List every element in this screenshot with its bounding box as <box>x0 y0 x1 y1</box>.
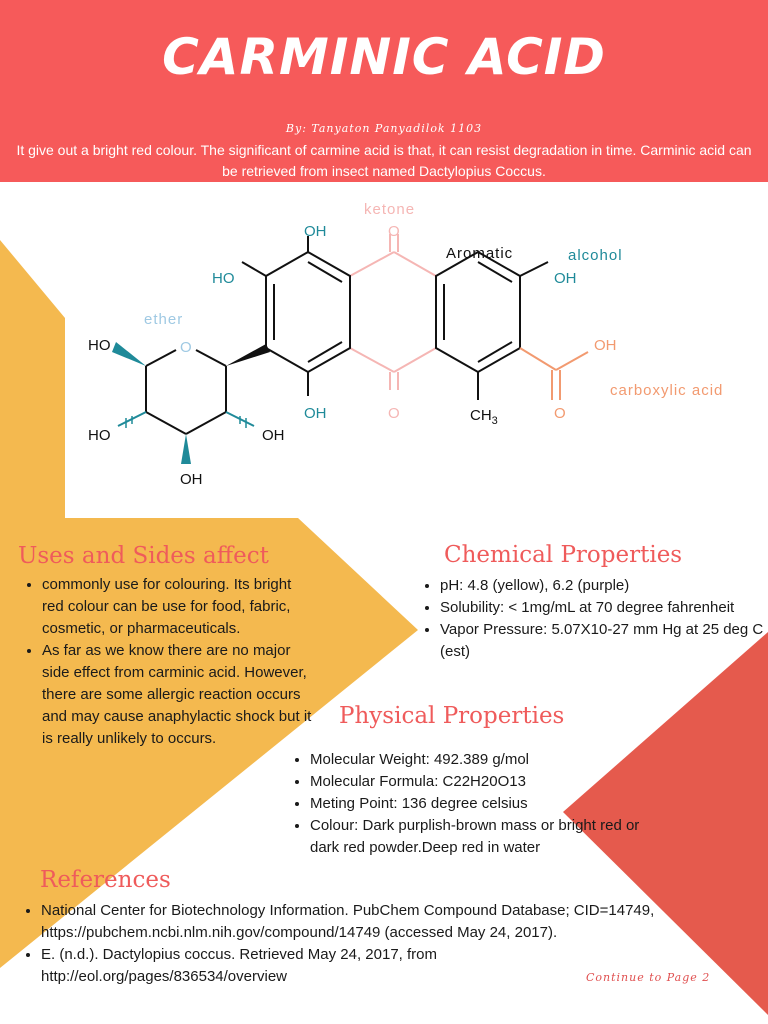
intro-text: It give out a bright red colour. The significant of carmine acid is that, it can resist degradation in time. Carminic acid can be retrieved from insect named Dactylopius Coccus. <box>16 142 752 179</box>
label-oh-mid: OH <box>304 405 327 422</box>
list-item: • National Center for Biotechnology Information. PubChem Compound Database; CID=14749, https://pubchem.ncbi.nlm.nih.gov/compound/14749 (accessed May 24, 2017). <box>41 900 671 944</box>
label-aromatic: Aromatic <box>446 245 514 262</box>
label-o-bottom: O <box>388 405 400 422</box>
uses-list <box>22 574 312 750</box>
label-sugar-oh4: OH <box>180 471 203 488</box>
references-heading: References <box>40 867 171 893</box>
label-o-acid: O <box>554 405 566 422</box>
page-title: CARMINIC ACID <box>162 28 606 86</box>
list-item: • E. (n.d.). Dactylopius coccus. Retrieved May 24, 2017, from http://eol.org/pages/836534/overview <box>41 944 671 988</box>
label-oh-acid: OH <box>594 337 617 354</box>
label-oh-top: OH <box>304 223 327 240</box>
list-item: • Meting Point: 136 degree celsius <box>310 793 660 815</box>
label-carboxylic-acid: carboxylic acid <box>610 382 724 399</box>
list-item: • Molecular Formula: C22H20O13 <box>310 771 660 793</box>
label-ketone: ketone <box>364 201 416 218</box>
physical-heading: Physical Properties <box>339 703 565 729</box>
carminic-acid-structure <box>0 190 768 530</box>
label-sugar-oh3: OH <box>262 427 285 444</box>
header-banner <box>0 0 768 182</box>
list-item: • commonly use for colouring. Its bright red colour can be use for food, fabric, cosmetic, or pharmaceuticals. <box>42 574 312 640</box>
label-sugar-ho1: HO <box>88 337 111 354</box>
continue-link[interactable]: Continue to Page 2 <box>586 971 711 984</box>
label-oh-right: OH <box>554 270 577 287</box>
list-item: • Molecular Weight: 492.389 g/mol <box>310 749 660 771</box>
label-ether: ether <box>144 311 184 328</box>
list-item: • Colour: Dark purplish-brown mass or bright red or dark red powder.Deep red in water <box>310 815 660 859</box>
label-ch3: $CH_3$ <box>470 407 498 427</box>
label-ho-left: HO <box>212 270 235 287</box>
physical-list <box>290 749 660 859</box>
chemical-list <box>420 575 768 663</box>
label-o-top: O <box>388 223 400 240</box>
references-list <box>21 900 671 988</box>
list-item: • As far as we know there are no major side effect from carminic acid. However, there are some allergic reaction occurs and may cause anaphylactic shock but it is really unlikely to occurs. <box>42 640 312 750</box>
label-sugar-ho2: HO <box>88 427 111 444</box>
uses-heading: Uses and Sides affect <box>18 543 269 569</box>
label-ring-o: O <box>180 339 192 356</box>
label-alcohol: alcohol <box>568 247 623 264</box>
list-item: • Vapor Pressure: 5.07X10-27 mm Hg at 25 deg C (est) <box>440 619 768 663</box>
list-item: • Solubility: < 1mg/mL at 70 degree fahrenheit <box>440 597 768 619</box>
list-item: • pH: 4.8 (yellow), 6.2 (purple) <box>440 575 768 597</box>
author-byline: By: Tanyaton Panyadilok 1103 <box>285 122 483 135</box>
chemical-heading: Chemical Properties <box>444 542 683 568</box>
